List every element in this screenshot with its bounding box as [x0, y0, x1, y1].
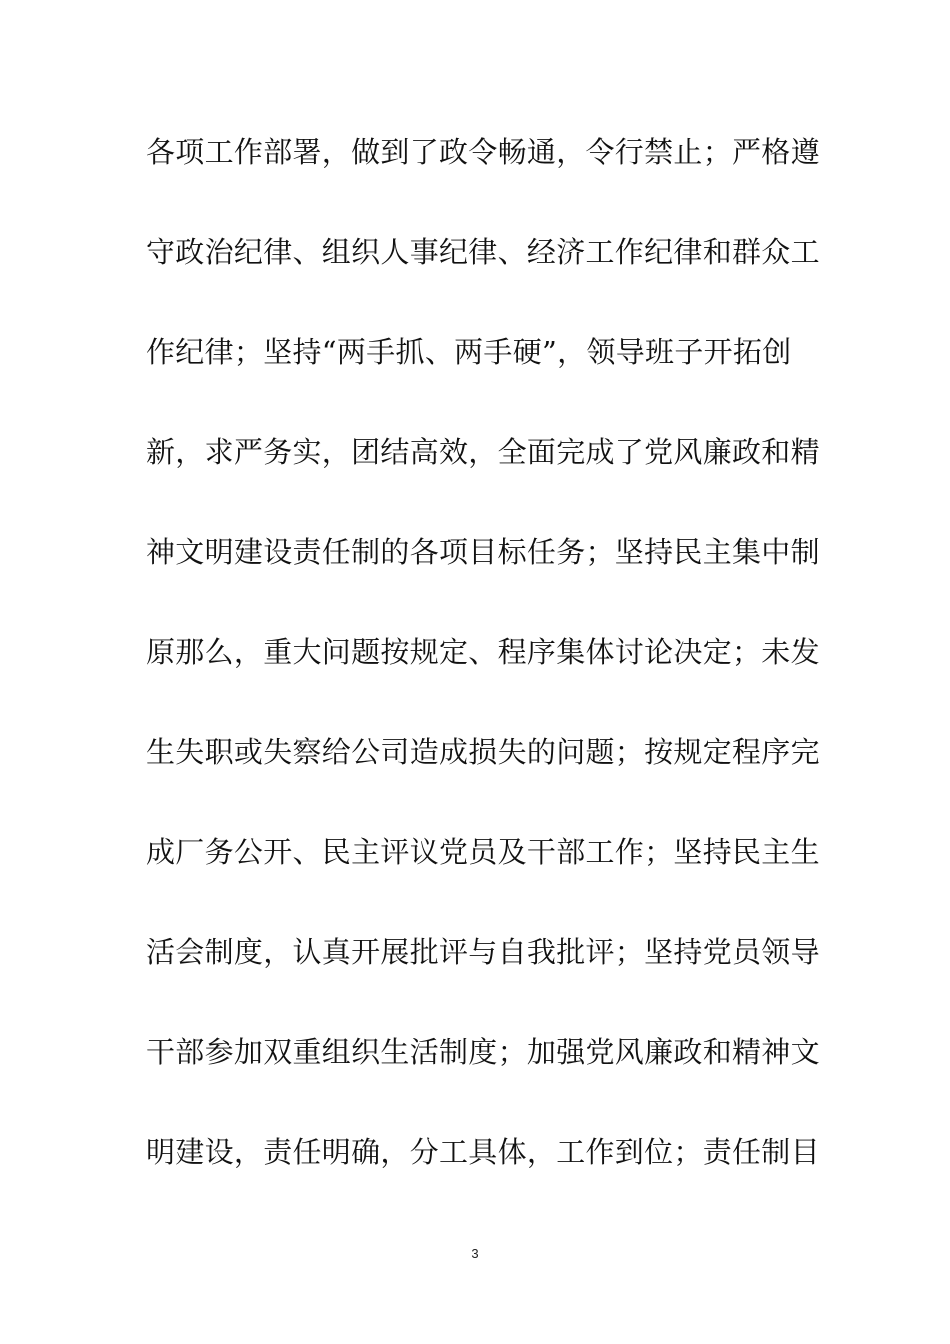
body-text-line-3: 作纪律；坚持“两手抓、两手硬”，领导班子开拓创 [146, 335, 792, 369]
body-text-line-1: 各项工作部署，做到了政令畅通，令行禁止；严格遵 [146, 135, 820, 169]
body-text-line-8: 成厂务公开、民主评议党员及干部工作；坚持民主生 [146, 835, 820, 869]
body-text-line-4: 新，求严务实，团结高效，全面完成了党风廉政和精 [146, 435, 820, 469]
body-text-line-2: 守政治纪律、组织人事纪律、经济工作纪律和群众工 [146, 235, 820, 269]
body-text-line-5: 神文明建设责任制的各项目标任务；坚持民主集中制 [146, 535, 820, 569]
page-number: 3 [471, 1246, 479, 1261]
body-text-line-9: 活会制度，认真开展批评与自我批评；坚持党员领导 [146, 935, 820, 969]
body-text-line-11: 明建设，责任明确，分工具体，工作到位；责任制目 [146, 1135, 820, 1169]
body-text-line-7: 生失职或失察给公司造成损失的问题；按规定程序完 [146, 735, 820, 769]
body-text-line-10: 干部参加双重组织生活制度；加强党风廉政和精神文 [146, 1035, 820, 1069]
body-text-line-6: 原那么，重大问题按规定、程序集体讨论决定；未发 [146, 635, 820, 669]
